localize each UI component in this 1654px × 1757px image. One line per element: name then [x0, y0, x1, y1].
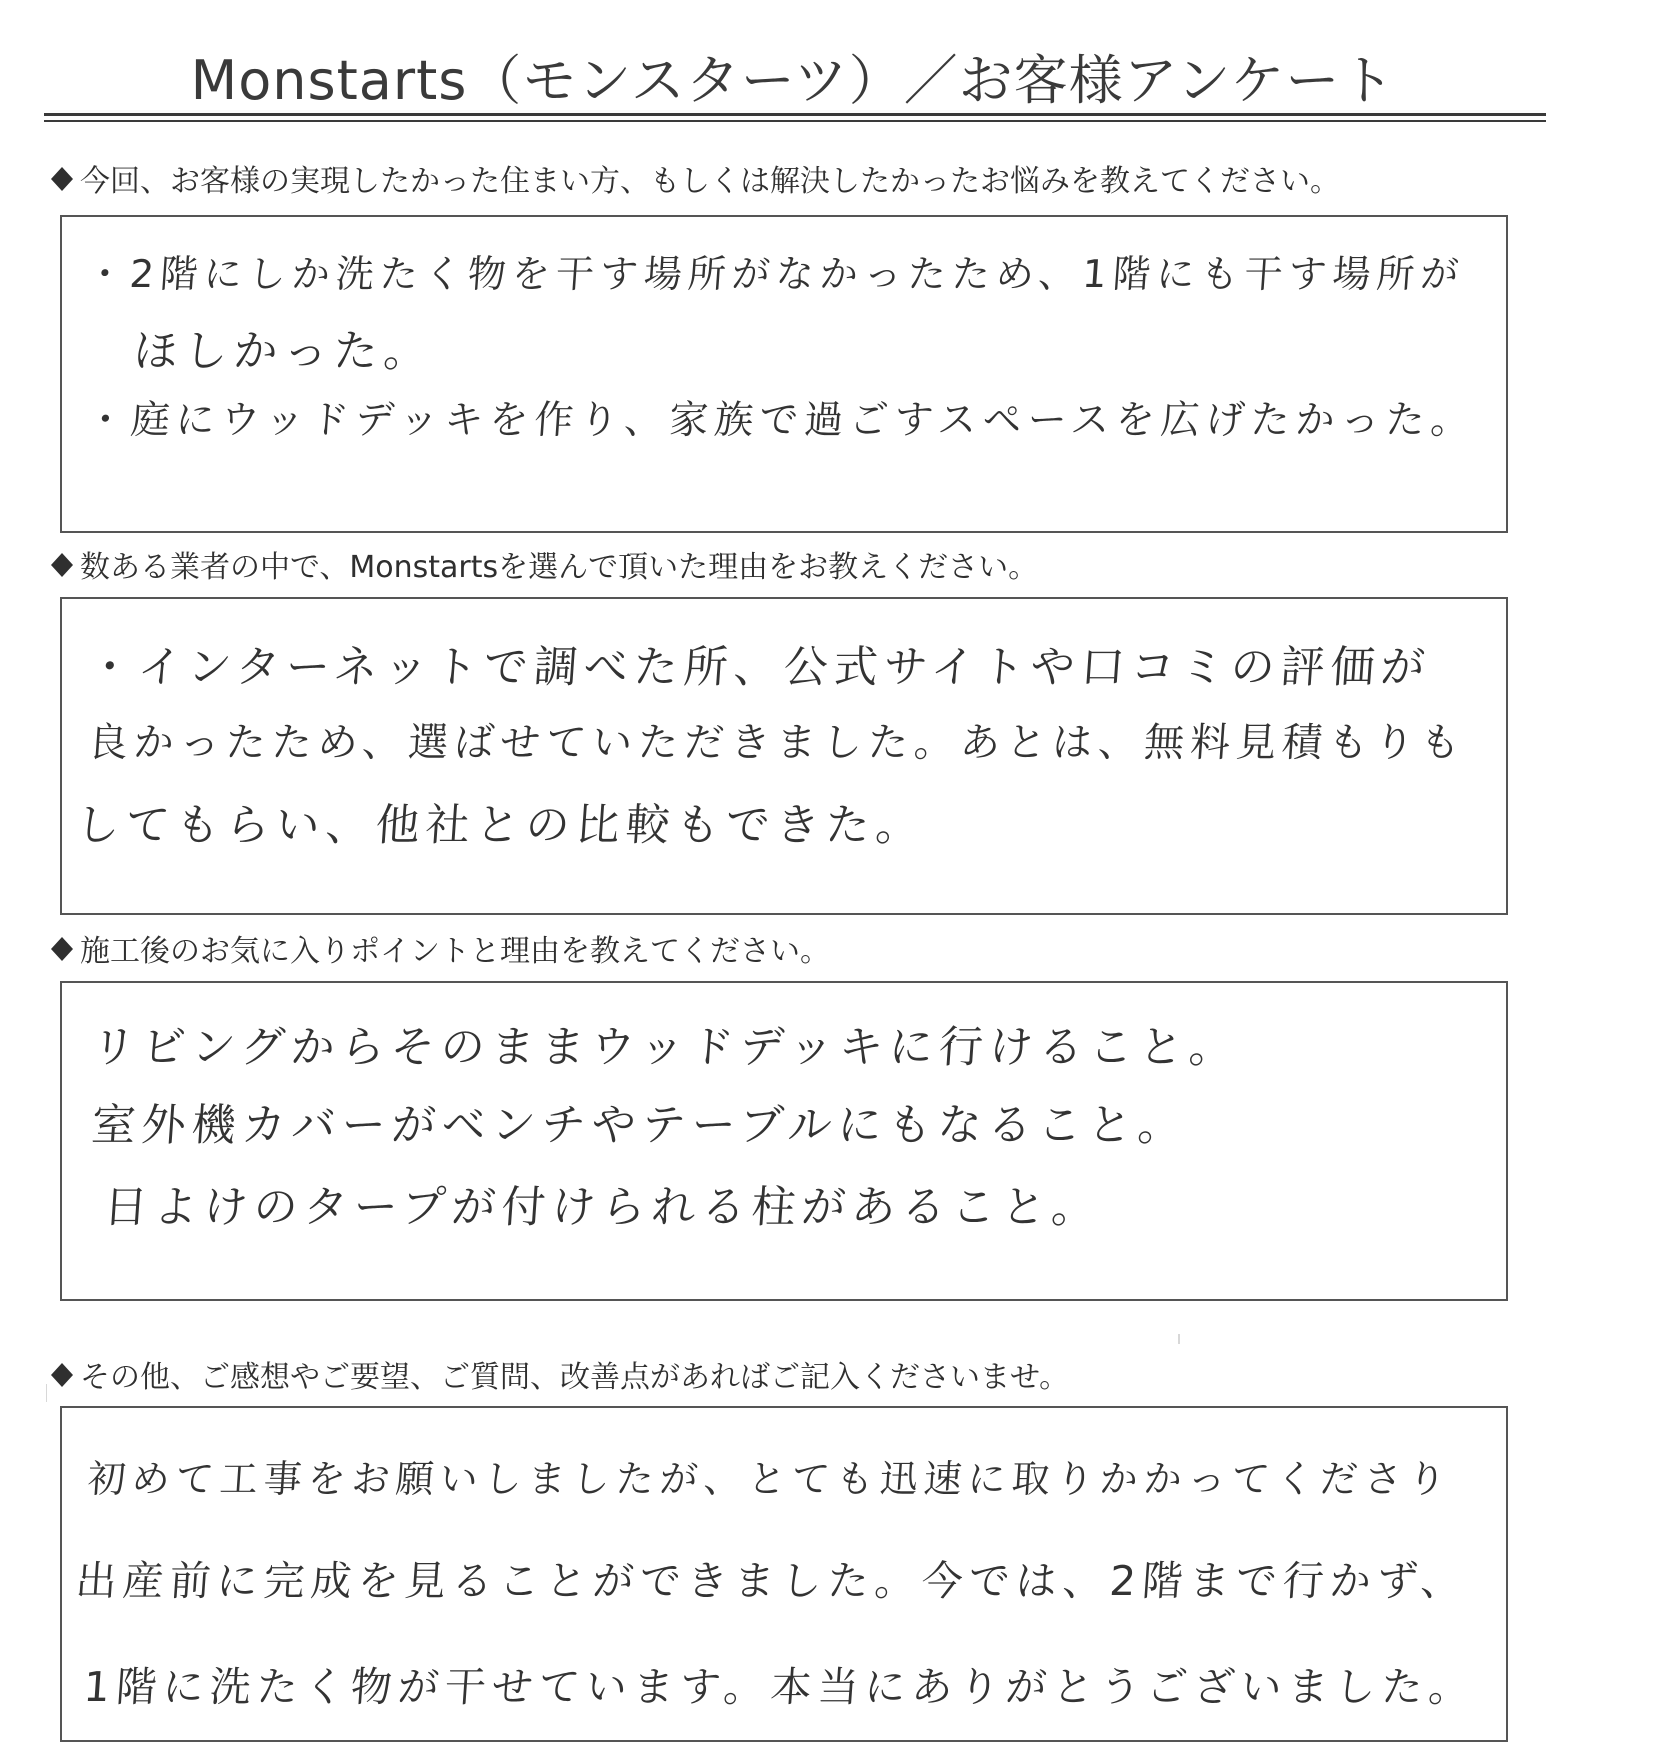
- question-3-label: 施工後のお気に入りポイントと理由を教えてください。: [80, 934, 830, 969]
- survey-title: Monstarts（モンスターツ）／お客様アンケート: [190, 49, 1396, 112]
- title-underline-bottom: [44, 120, 1546, 122]
- diamond-bullet-icon: [50, 164, 74, 194]
- scan-speck: [46, 1384, 47, 1402]
- question-1-label: 今回、お客様の実現したかった住まい方、もしくは解決したかったお悩みを教えてください。: [80, 164, 1340, 199]
- answer-box-3: [60, 981, 1508, 1301]
- scan-speck: [1178, 1334, 1180, 1344]
- answer-1-line-2: ほしかった。: [131, 326, 436, 377]
- question-1: [50, 162, 1340, 202]
- answer-4-line-1: 初めて工事をお願いしましたが、とても迅速に取りかかってくださり: [86, 1457, 1454, 1501]
- diamond-bullet-icon: [50, 550, 74, 580]
- question-2: [50, 548, 1038, 588]
- answer-2-line-3: してもらい、他社との比較もできた。: [73, 800, 928, 851]
- answer-box-4: [60, 1406, 1508, 1742]
- answer-3-line-2: 室外機カバーがベンチやテーブルにもなること。: [89, 1100, 1190, 1151]
- answer-1-line-3: ・庭にウッドデッキを作り、家族で過ごすスペースを広げたかった。: [84, 398, 1478, 443]
- question-4-label: その他、ご感想やご要望、ご質問、改善点があればご記入くださいませ。: [80, 1360, 1070, 1395]
- answer-2-line-1: ・インターネットで調べた所、公式サイトや口コミの評価が: [85, 642, 1433, 693]
- answer-2-line-2: 良かったため、選ばせていただきました。あとは、無料見積もりも: [86, 720, 1468, 766]
- answer-box-1: [60, 215, 1508, 533]
- diamond-bullet-icon: [50, 934, 74, 964]
- answer-3-line-3: 日よけのタープが付けられる柱があること。: [101, 1182, 1104, 1233]
- question-3: [50, 932, 830, 972]
- answer-4-line-2: 出産前に完成を見ることができました。今では、2階まで行かず、: [74, 1557, 1470, 1605]
- answer-box-2: [60, 597, 1508, 915]
- answer-1-line-1: ・2階にしか洗たく物を干す場所がなかったため、1階にも干す場所が: [84, 252, 1467, 296]
- question-2-label: 数ある業者の中で、Monstartsを選んで頂いた理由をお教えください。: [80, 550, 1039, 585]
- question-4: [50, 1358, 1069, 1398]
- title-underline-top: [44, 113, 1546, 116]
- diamond-bullet-icon: [50, 1360, 74, 1390]
- answer-4-line-3: 1階に洗たく物が干せています。本当にありがとうございました。: [82, 1663, 1478, 1711]
- answer-3-line-1: リビングからそのままウッドデッキに行けること。: [89, 1022, 1241, 1073]
